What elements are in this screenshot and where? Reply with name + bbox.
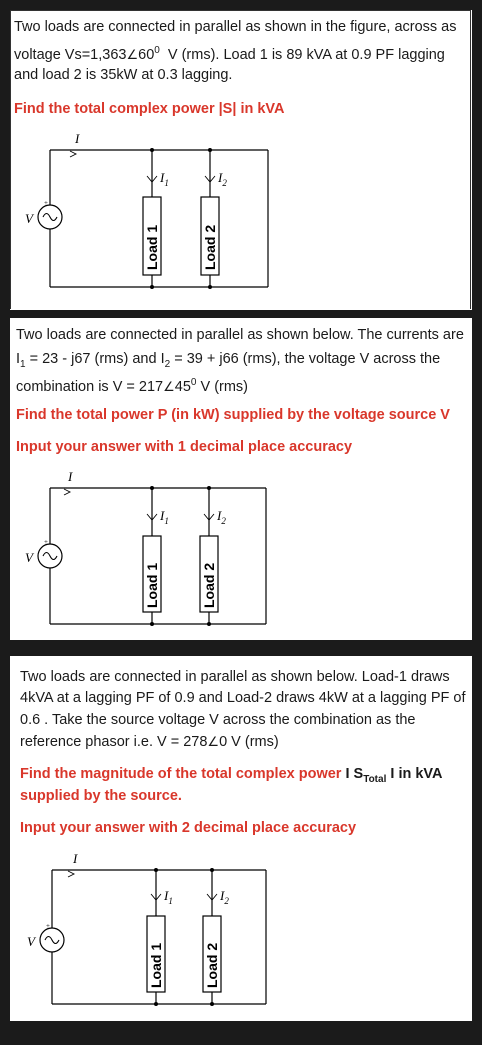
problem-3-question-s: I S bbox=[345, 766, 364, 782]
source-label: V bbox=[25, 550, 33, 565]
problem-3-question-suffix: I in kVA bbox=[386, 766, 443, 782]
current-1-label: I bbox=[164, 888, 169, 903]
total-current-label: I bbox=[73, 851, 78, 866]
circuit-diagram-3 bbox=[10, 844, 310, 1019]
current-1-sub: 1 bbox=[164, 516, 169, 526]
problem-3-line-4-suffix: V (rms) bbox=[227, 734, 279, 750]
current-1-sub: 1 bbox=[164, 178, 169, 188]
load-1-label: Load 1 bbox=[144, 224, 160, 270]
problem-2-accuracy: Input your answer with 1 decimal place accuracy bbox=[16, 439, 353, 455]
problem-3-line-3: 0.6 . Take the source voltage V across the combination as the bbox=[20, 712, 416, 728]
svg-text:+: + bbox=[44, 199, 48, 207]
current-arrow-icon bbox=[64, 489, 70, 495]
problem-2-question: Find the total power P (in kW) supplied by the voltage source V bbox=[16, 407, 450, 423]
circuit-diagram-1 bbox=[10, 125, 310, 305]
svg-text:I2 bbox=[217, 170, 227, 188]
current-1-label: I bbox=[160, 170, 165, 185]
problem-2-angle: 45 bbox=[174, 378, 191, 395]
i1-value: = 23 - j67 (rms) and bbox=[25, 351, 161, 367]
svg-text:I1 bbox=[159, 508, 169, 526]
problem-3-line-4-prefix: reference phasor i.e. V = 278 bbox=[20, 734, 208, 750]
i2-label: I bbox=[160, 351, 165, 367]
angle-symbol-icon: ∠ bbox=[163, 379, 175, 395]
load-2-label: Load 2 bbox=[202, 224, 218, 270]
load-2-label: Load 2 bbox=[201, 562, 217, 608]
source-label: V bbox=[27, 934, 35, 949]
i1-label: I bbox=[16, 351, 21, 367]
problem-3-card bbox=[10, 656, 472, 1021]
current-2-sub: 2 bbox=[221, 516, 226, 526]
angle-symbol-icon: ∠ bbox=[126, 47, 139, 63]
svg-text:I1 bbox=[163, 888, 173, 906]
problem-3-question-line-2: supplied by the source. bbox=[20, 788, 182, 804]
problem-3-line-2: 4kVA at a lagging PF of 0.9 and Load-2 draws 4kW at a lagging PF of bbox=[20, 690, 466, 706]
problem-1-line-2-suffix: V (rms). Load 1 is 89 kVA at 0.9 PF lagging bbox=[167, 46, 445, 63]
source-label: V bbox=[25, 211, 33, 226]
load-1-label: Load 1 bbox=[148, 942, 164, 988]
current-1-sub: 1 bbox=[168, 896, 173, 906]
svg-text:+: + bbox=[46, 922, 50, 930]
i1-sub: 1 bbox=[20, 358, 26, 370]
problem-1-line-1: Two loads are connected in parallel as shown in the figure, across as bbox=[14, 19, 457, 35]
current-2-label: I bbox=[217, 508, 222, 523]
total-current-label: I bbox=[68, 469, 73, 484]
current-1-label: I bbox=[160, 508, 165, 523]
total-current-label: I bbox=[75, 131, 80, 146]
problem-1-angle: 60 bbox=[138, 46, 155, 63]
current-2-sub: 2 bbox=[222, 178, 227, 188]
problem-3-angle: 0 bbox=[219, 734, 228, 750]
problem-1-question: Find the total complex power |S| in kVA bbox=[14, 101, 285, 117]
problem-3-line-1: Two loads are connected in parallel as shown below. Load-1 draws bbox=[20, 669, 450, 685]
i2-sub: 2 bbox=[164, 358, 171, 370]
current-2-sub: 2 bbox=[224, 896, 229, 906]
problem-3-question-prefix: Find the magnitude of the total complex power bbox=[20, 766, 346, 782]
problem-2-line-3-prefix: combination is V = 217 bbox=[16, 378, 164, 395]
current-arrow-icon bbox=[68, 871, 74, 877]
svg-text:+: + bbox=[44, 538, 48, 546]
problem-1-degree: 0 bbox=[154, 45, 160, 56]
problem-1-line-3: and load 2 is 35kW at 0.3 lagging. bbox=[14, 67, 233, 83]
problem-2-degree: 0 bbox=[190, 377, 197, 388]
svg-text:I1 bbox=[159, 170, 169, 188]
load-2-label: Load 2 bbox=[204, 942, 220, 988]
svg-text:I2 bbox=[219, 888, 229, 906]
circuit-diagram-2 bbox=[10, 466, 310, 638]
svg-text:I2 bbox=[216, 508, 226, 526]
problem-3-line-4 bbox=[20, 731, 279, 754]
problem-2-line-3 bbox=[16, 372, 248, 399]
load-1-label: Load 1 bbox=[144, 562, 160, 608]
problem-1-card bbox=[10, 10, 472, 310]
i2-value: = 39 + j66 (rms), the voltage V across the bbox=[170, 351, 441, 367]
current-2-label: I bbox=[220, 888, 225, 903]
problem-2-line-3-suffix: V (rms) bbox=[196, 378, 249, 395]
problem-2-line-1: Two loads are connected in parallel as shown below. The currents are bbox=[16, 327, 464, 343]
problem-3-accuracy: Input your answer with 2 decimal place accuracy bbox=[20, 820, 357, 836]
current-2-label: I bbox=[218, 170, 223, 185]
problem-1-line-2 bbox=[14, 40, 445, 67]
problem-2-card bbox=[10, 318, 472, 640]
angle-symbol-icon: ∠ bbox=[207, 735, 220, 750]
problem-1-line-2-prefix: voltage Vs=1,363 bbox=[14, 46, 127, 63]
problem-3-question-sub: Total bbox=[363, 773, 387, 785]
current-arrow-icon bbox=[70, 151, 76, 157]
